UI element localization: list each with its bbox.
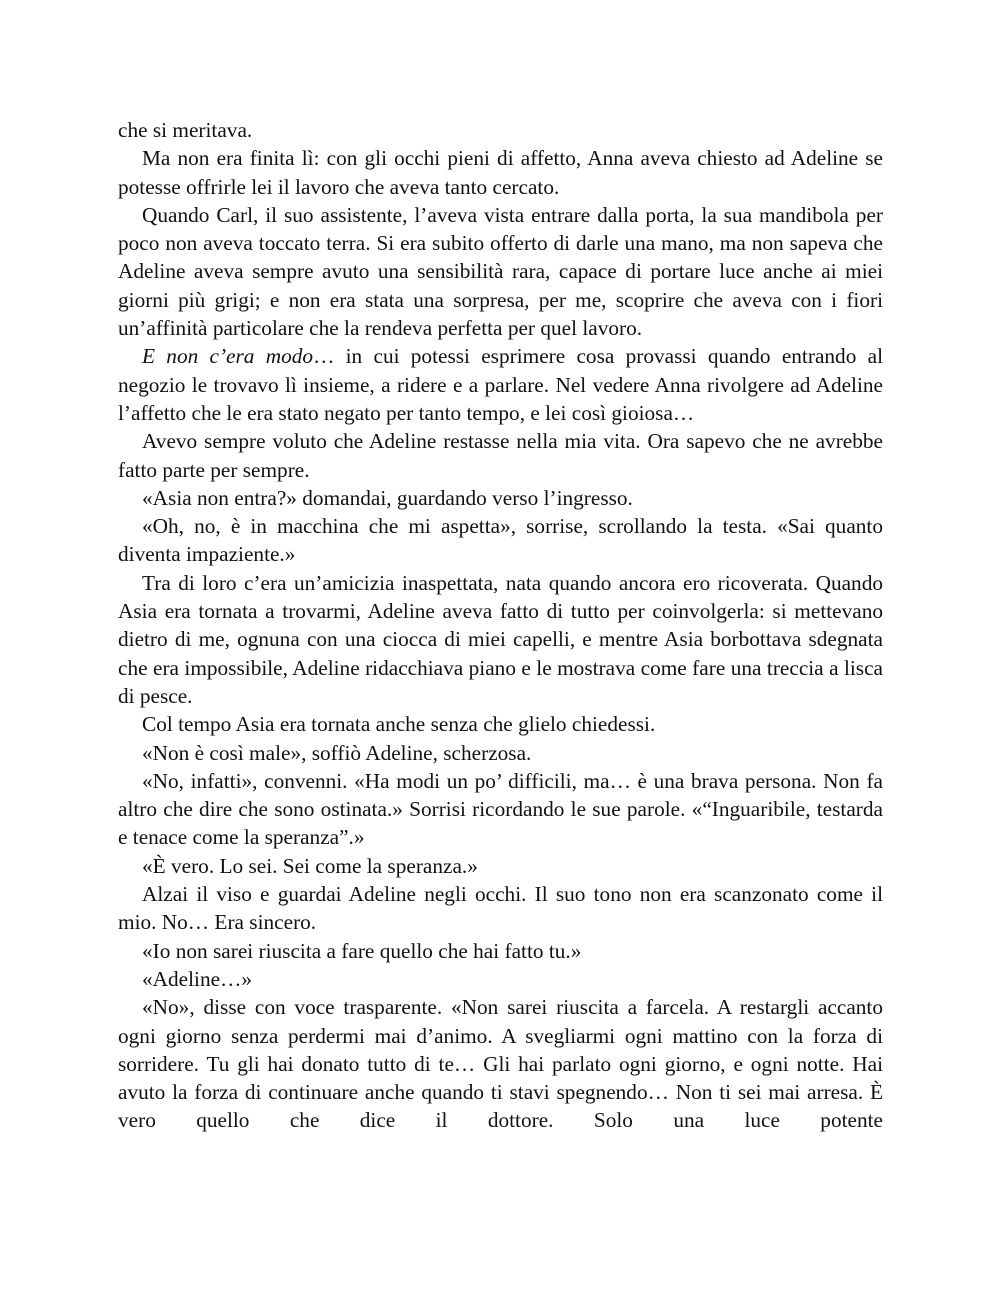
paragraph-11: «No, infatti», convenni. «Ha modi un po’ difficili, ma… è una brava persona. Non fa altro che dire che sono ostinata.» Sorrisi ricordando le sue parole. «“Inguaribile, testarda e tenace come la speranza”.» (118, 768, 883, 850)
paragraph-15: «Adeline…» (142, 966, 253, 991)
paragraph-4: E non c’era modo… in cui potessi esprimere cosa provassi quando entrando al negozio le trovavo lì insieme, a ridere e a parlare. Nel vedere Anna rivolgere ad Adeline l’affetto che le era stato negato per tanto tempo, e lei così gioiosa… (118, 344, 883, 425)
paragraph-8: Tra di loro c’era un’amicizia inaspettata, nata quando ancora ero ricoverata. Quando Asia era tornata a trovarmi, Adeline aveva fatto di tutto per coinvolgerla: si mettevano dietro di me, ognuna con una ciocca di miei capelli, e mentre Asia borbottava sdegnata che era impossibile, Adeline ridacchiava piano e le mostrava come fare una treccia a lisca di pesce. (118, 570, 883, 708)
paragraph-3: Quando Carl, il suo assistente, l’aveva vista entrare dalla porta, la sua mandibola per poco non aveva toccato terra. Si era subito offerto di darle una mano, ma non sapeva che Adeline aveva sempre avuto una sensibilità rara, capace di portare luce anche ai miei giorni più grigi; e non era stata una sorpresa, per me, scoprire che aveva con i fiori un’affinità particolare che la rendeva perfetta per quel lavoro. (118, 202, 883, 341)
paragraph-1: che si meritava. (118, 118, 253, 142)
paragraph-7: «Oh, no, è in macchina che mi aspetta», sorrise, scrollando la testa. «Sai quanto diventa impaziente.» (118, 514, 883, 567)
paragraph-14: «Io non sarei riuscita a fare quello che hai fatto tu.» (142, 938, 582, 963)
paragraph-2: Ma non era finita lì: con gli occhi pieni di affetto, Anna aveva chiesto ad Adeline se potesse offrirle lei il lavoro che aveva tanto cercato. (118, 146, 883, 199)
paragraph-5: Avevo sempre voluto che Adeline restasse nella mia vita. Ora sapevo che ne avrebbe fatto parte per sempre. (118, 429, 883, 482)
paragraph-16: «No», disse con voce trasparente. «Non sarei riuscita a farcela. A restargli accanto ogni giorno senza perdermi mai d’animo. A svegliarmi ogni mattino con la forza di sorridere. Tu gli hai donato tutto di te… Gli hai parlato ogni giorno, e ogni notte. Hai avuto la forza di continuare anche quando ti stavi spegnendo… Non ti sei mai arresa. È vero quello che dice il dottore. Solo una luce potente (118, 995, 883, 1133)
italic-phrase: E non c’era modo (142, 344, 314, 369)
paragraph-13: Alzai il viso e guardai Adeline negli occhi. Il suo tono non era scanzonato come il mio. No… Era sincero. (118, 882, 883, 935)
paragraph-9: Col tempo Asia era tornata anche senza che glielo chiedessi. (142, 712, 656, 737)
paragraph-10: «Non è così male», soffiò Adeline, scherzosa. (142, 740, 532, 765)
paragraph-6: «Asia non entra?» domandai, guardando verso l’ingresso. (142, 485, 633, 510)
book-page (118, 116, 883, 1135)
paragraph-12: «È vero. Lo sei. Sei come la speranza.» (142, 853, 478, 878)
